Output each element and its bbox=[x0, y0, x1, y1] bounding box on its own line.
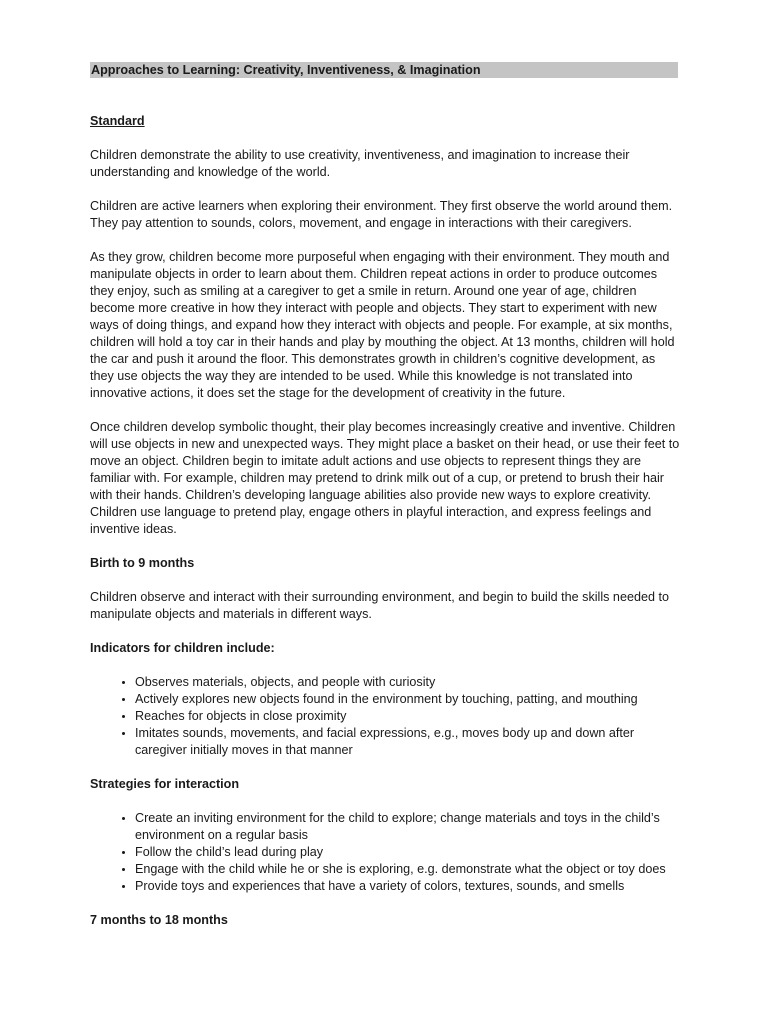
section-intro: Children observe and interact with their surrounding environment, and begin to build the skills needed to manipulate objects and materials in different ways. bbox=[90, 590, 669, 621]
list-item: • Observes materials, objects, and people with curiosity bbox=[135, 674, 680, 691]
indicators-heading: Indicators for children include: bbox=[90, 641, 275, 655]
list-item: • Provide toys and experiences that have a variety of colors, textures, sounds, and smells bbox=[135, 878, 680, 895]
list-item: • Imitates sounds, movements, and facial expressions, e.g., moves body up and down after caregiver initially moves in that manner bbox=[135, 725, 680, 759]
standard-heading: Standard bbox=[90, 114, 145, 128]
list-item: • Actively explores new objects found in the environment by touching, patting, and mouthing bbox=[135, 691, 680, 708]
list-item: • Engage with the child while he or she is exploring, e.g. demonstrate what the object or toy does bbox=[135, 861, 680, 878]
list-item: • Follow the child’s lead during play bbox=[135, 844, 680, 861]
body-paragraph: Children are active learners when exploring their environment. They first observe the world around them. They pay attention to sounds, colors, movement, and engage in interactions with their caregivers. bbox=[90, 199, 673, 230]
document-title: Approaches to Learning: Creativity, Inventiveness, & Imagination bbox=[90, 62, 678, 78]
strategies-list bbox=[90, 810, 680, 895]
standard-paragraph: Children demonstrate the ability to use creativity, inventiveness, and imagination to increase their understanding and knowledge of the world. bbox=[90, 148, 630, 179]
section-heading-birth-to-9-months: Birth to 9 months bbox=[90, 556, 195, 570]
body-paragraph: Once children develop symbolic thought, their play becomes increasingly creative and inventive. Children will use objects in new and unexpected ways. They might place a basket on their head, or use their feet to move an object. Children begin to imitate adult actions and use objects to represent things they are familiar with. For example, children may pretend to drink milk out of a cup, or pretend to brush their hair with their hands. Children’s developing language abilities also provide new ways to explore creativity. Children use language to pretend play, engage others in playful interaction, and express feelings and inventive ideas. bbox=[90, 420, 680, 536]
strategies-heading: Strategies for interaction bbox=[90, 777, 240, 791]
list-item: • Create an inviting environment for the child to explore; change materials and toys in the child’s environment on a regular basis bbox=[135, 810, 680, 844]
body-paragraph: As they grow, children become more purposeful when engaging with their environment. They mouth and manipulate objects in order to learn about them. Children repeat actions in order to produce outcomes they enjoy, such as smiling at a caregiver to get a smile in return. Around one year of age, children become more creative in how they interact with people and objects. They start to experiment with new ways of doing things, and expand how they interact with objects and people. For example, at six months, children will hold a toy car in their hands and play by mouthing the object. At 13 months, children will hold the car and push it around the floor. This demonstrates growth in children’s cognitive development, as they use objects the way they are intended to be used. While this knowledge is not translated into innovative actions, it does set the stage for the development of creativity in the future. bbox=[90, 250, 675, 400]
section-heading-7-to-18-months: 7 months to 18 months bbox=[90, 913, 228, 927]
indicators-list bbox=[90, 674, 680, 759]
list-item: • Reaches for objects in close proximity bbox=[135, 708, 680, 725]
document-body bbox=[90, 62, 680, 929]
